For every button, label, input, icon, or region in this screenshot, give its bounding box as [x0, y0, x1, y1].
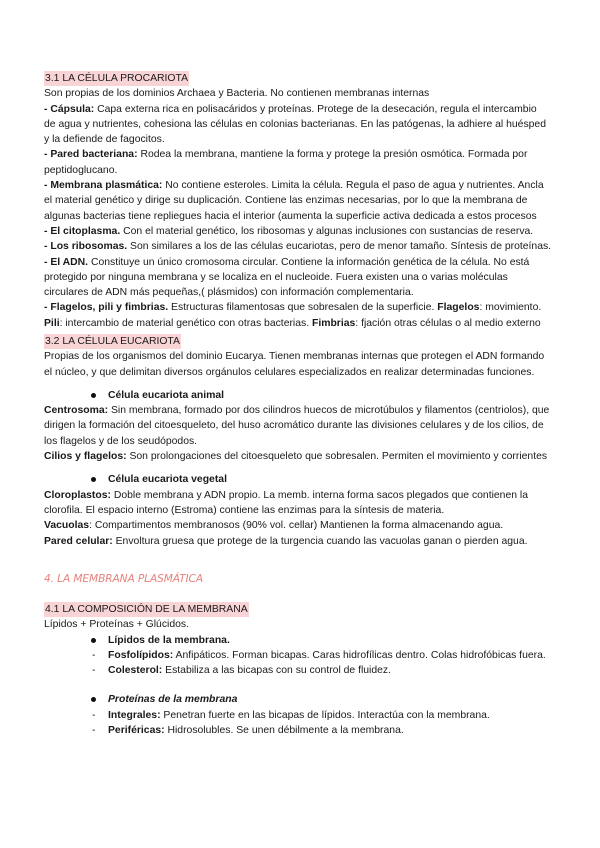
membrana-line2: el material genético y dirige su duplicación. Contiene las enzimas necesarias, por lo que la membrana de: [44, 195, 528, 207]
centrosoma-line1: Centrosoma: Sin membrana, formado por dos cilindros huecos de microtúbulos y filamentos (centriolos), que: [44, 405, 550, 417]
section-3-1: [44, 71, 578, 331]
adn-line2: protegido por ninguna membrana y se localiza en el nucleoide. Fuera existen una o varias moléculas: [44, 271, 508, 283]
ribosomas-line: - Los ribosomas. Son similares a los de las células eucariotas, pero de menor tamaño. Síntesis de proteínas.: [44, 241, 552, 253]
bullet-lipidos: Lípidos de la membrana.: [44, 633, 578, 648]
flagelos-line: - Flagelos, pili y fimbrias. Estructuras filamentosas que sobresalen de la superficie. Flagelos: movimiento.: [44, 302, 542, 314]
section-4: [44, 572, 578, 587]
cloroplastos-line2: clorofila. El espacio interno (Estroma) contiene las enzimas para la síntesis de materia.: [44, 504, 445, 516]
intro-3-1: Son propias de los dominios Archaea y Bacteria. No contienen membranas internas: [44, 88, 430, 100]
capsula-line2: de agua y nutrientes, cohesiona las células en colonias bacterianas. En las patógenas, la adhiere al huésped: [44, 118, 546, 130]
bullet-proteinas: Proteínas de la membrana: [44, 692, 578, 707]
vacuolas-line: Vacuolas: Compartimentos membranosos (90% vol. cellar) Mantienen la forma almacenando agua.: [44, 520, 504, 532]
perifericas-line: - Periféricas: Hidrosolubles. Se unen débilmente a la membrana.: [44, 723, 578, 738]
pared-line2: peptidoglucano.: [44, 164, 118, 176]
title-membrana-plasmatica: 4. LA MEMBRANA PLASMÁTICA: [44, 573, 203, 585]
section-3-2: [44, 334, 578, 549]
heading-4-1: 4.1 LA COMPOSICIÓN DE LA MEMBRANA: [44, 602, 249, 617]
adn-line3: circulares de ADN más pequeñas,( plásmidos) con información complementaria.: [44, 287, 414, 299]
section-4-1: [44, 602, 578, 738]
intro-3-2-line2: el núcleo, y que delimitan diversos orgánulos celulares especializados en realizar determinadas funciones.: [44, 366, 535, 378]
membrana-line3: algunas bacterias tiene repliegues hacia el interior (aumenta la superficie activa dedicada a estos procesos: [44, 210, 537, 222]
heading-3-2: 3.2 LA CÉLULA EUCARIOTA: [44, 334, 181, 349]
pared-line1: - Pared bacteriana: Rodea la membrana, mantiene la forma y protege la presión osmótica. Formada por: [44, 149, 528, 161]
colesterol-line: - Colesterol: Estabiliza a las bicapas con su control de fluidez.: [44, 663, 578, 678]
pili-line: Pili: intercambio de material genético con otras bacterias. Fimbrias: fjación otras células o al medio externo: [44, 317, 541, 329]
bullet-celula-animal: Célula eucariota animal: [44, 388, 578, 403]
fosfolipidos-line: - Fosfolípidos: Anfipáticos. Forman bicapas. Caras hidrofílicas dentro. Colas hidrofóbicas fuera.: [44, 648, 578, 663]
intro-4-1: Lípidos + Proteínas + Glúcidos.: [44, 619, 189, 631]
centrosoma-line2: dirigen la formación del citoesqueleto, del huso acromático durante las divisiones celulares y de los cilios, de: [44, 420, 544, 432]
membrana-line1: - Membrana plasmática: No contiene esteroles. Limita la célula. Regula el paso de agua y nutrientes. Ancla: [44, 180, 544, 192]
heading-3-1: 3.1 LA CÉLULA PROCARIOTA: [44, 71, 189, 86]
adn-line1: - El ADN. Constituye un único cromosoma circular. Contiene la información genética de la célula. No está: [44, 256, 530, 268]
cilios-line: Cilios y flagelos: Son prolongaciones del citoesqueleto que sobresalen. Permiten el movimiento y corrientes: [44, 451, 548, 463]
centrosoma-line3: los flagelos y de los seudópodos.: [44, 435, 198, 447]
capsula-line3: y la defiende de fagocitos.: [44, 134, 165, 146]
capsula-line1: - Cápsula: Capa externa rica en polisacáridos y proteínas. Protege de la desecación, regula el intercambio: [44, 103, 537, 115]
integrales-line: - Integrales: Penetran fuerte en las bicapas de lípidos. Interactúa con la membrana.: [44, 708, 578, 723]
bullet-celula-vegetal: Célula eucariota vegetal: [44, 472, 578, 487]
intro-3-2-line1: Propias de los organismos del dominio Eucarya. Tienen membranas internas que protegen el ADN formando: [44, 351, 545, 363]
pared-celular-line: Pared celular: Envoltura gruesa que protege de la turgencia cuando las vacuolas ganan o pierden agua.: [44, 535, 528, 547]
cloroplastos-line1: Cloroplastos: Doble membrana y ADN propio. La memb. interna forma sacos plegados que contienen la: [44, 489, 528, 501]
citoplasma-line: - El citoplasma. Con el material genético, los ribosomas y algunas inclusiones con sustancias de reserva.: [44, 225, 534, 237]
